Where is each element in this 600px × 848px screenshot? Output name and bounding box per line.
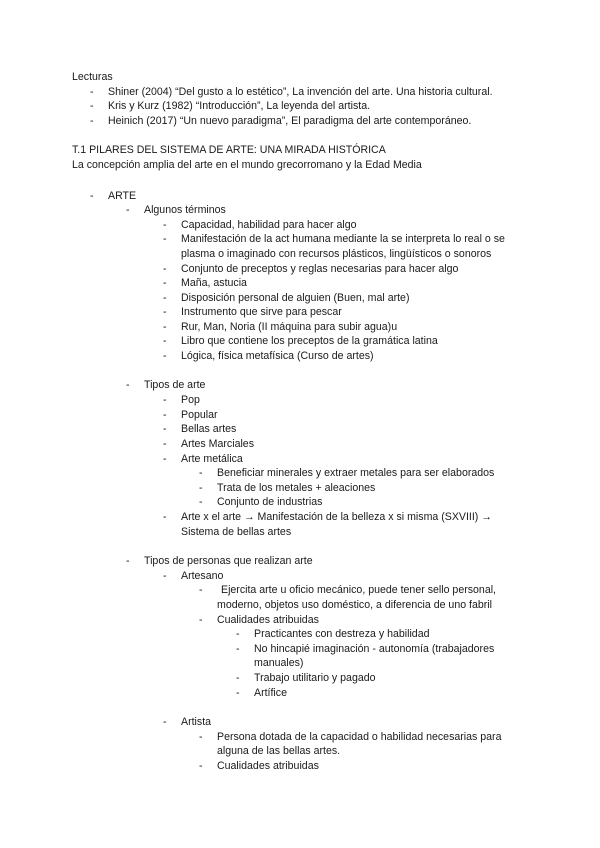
bullet-dash: - <box>163 716 167 728</box>
bullet-dash: - <box>163 453 167 465</box>
termino-item: Maña, astucia <box>181 277 247 289</box>
artista-definition-continuation: alguna de las bellas artes. <box>217 745 341 757</box>
cualidad-item: Trabajo utilitario y pagado <box>254 672 376 684</box>
bullet-dash: - <box>126 204 130 216</box>
tipos-arte-label: Tipos de arte <box>144 379 206 391</box>
cualidad-item: Artífice <box>254 687 287 699</box>
artesano-definition: Ejercita arte u oficio mecánico, puede tener sello personal, <box>221 584 497 596</box>
termino-item: Conjunto de preceptos y reglas necesarias para hacer algo <box>181 263 459 275</box>
bullet-dash: - <box>199 760 203 772</box>
bullet-dash: - <box>163 394 167 406</box>
tipo-arte-item: Bellas artes <box>181 423 237 435</box>
metalica-sub-item: Trata de los metales + aleaciones <box>217 482 376 494</box>
bullet-dash: - <box>163 219 167 231</box>
tipo-arte-item: Artes Marciales <box>181 438 254 450</box>
bullet-dash: - <box>126 555 130 567</box>
bullet-dash: - <box>163 292 167 304</box>
artista-cualidades: Cualidades atribuidas <box>217 760 319 772</box>
tipos-personas-label: Tipos de personas que realizan arte <box>144 555 313 567</box>
bullet-dash: - <box>163 306 167 318</box>
bullet-dash: - <box>163 423 167 435</box>
bullet-dash: - <box>163 335 167 347</box>
artista-label: Artista <box>181 716 212 728</box>
bullet-dash: - <box>199 482 203 494</box>
lectura-item: Kris y Kurz (1982) “Introducción”, La leyenda del artista. <box>108 100 371 112</box>
bullet-dash: - <box>163 438 167 450</box>
bullet-dash: - <box>163 511 167 523</box>
artesano-definition-continuation: moderno, objetos uso doméstico, a diferencia de uno fabril <box>217 599 493 611</box>
tipo-arte-item: Arte metálica <box>181 453 243 465</box>
bullet-dash: - <box>126 379 130 391</box>
termino-item: Capacidad, habilidad para hacer algo <box>181 219 357 231</box>
cualidad-item-continuation: manuales) <box>254 657 304 669</box>
metalica-sub-item: Conjunto de industrias <box>217 496 323 508</box>
bullet-dash: - <box>90 100 94 112</box>
bullet-dash: - <box>163 350 167 362</box>
bullet-dash: - <box>236 628 240 640</box>
bullet-dash: - <box>199 496 203 508</box>
bullet-dash: - <box>90 190 94 202</box>
bullet-dash: - <box>163 277 167 289</box>
bullet-dash: - <box>236 672 240 684</box>
termino-item-continuation: plasma o imaginado con recursos plásticos, lingüísticos o sonoros <box>181 248 492 260</box>
bullet-dash: - <box>163 233 167 245</box>
termino-item: Rur, Man, Noria (II máquina para subir agua)u <box>181 321 398 333</box>
artista-definition: Persona dotada de la capacidad o habilidad necesarias para <box>217 731 502 743</box>
termino-item: Instrumento que sirve para pescar <box>181 306 342 318</box>
arte-x-arte-continuation: Sistema de bellas artes <box>181 526 292 538</box>
bullet-dash: - <box>199 584 203 596</box>
section-subtitle: La concepción amplia del arte en el mundo grecorromano y la Edad Media <box>72 159 422 171</box>
lecturas-heading: Lecturas <box>72 71 113 83</box>
bullet-dash: - <box>236 643 240 655</box>
cualidad-item: No hincapié imaginación - autonomía (trabajadores <box>254 643 495 655</box>
tipo-arte-item: Popular <box>181 409 218 421</box>
tipo-arte-item: Pop <box>181 394 200 406</box>
metalica-sub-item: Beneficiar minerales y extraer metales para ser elaborados <box>217 467 495 479</box>
lectura-item: Shiner (2004) “Del gusto a lo estético”, La invención del arte. Una historia cultural. <box>108 86 493 98</box>
artesano-label: Artesano <box>181 570 224 582</box>
outline-arte: ARTE <box>108 190 137 202</box>
bullet-dash: - <box>199 467 203 479</box>
lectura-item: Heinich (2017) “Un nuevo paradigma”, El paradigma del arte contemporáneo. <box>108 115 472 127</box>
bullet-dash: - <box>163 263 167 275</box>
bullet-dash: - <box>90 115 94 127</box>
bullet-dash: - <box>199 614 203 626</box>
bullet-dash: - <box>236 687 240 699</box>
arte-x-arte-line: Arte x el arte → Manifestación de la belleza x si misma (SXVIII) → <box>181 511 492 523</box>
algunos-terminos-label: Algunos términos <box>144 204 226 216</box>
artesano-cualidades: Cualidades atribuidas <box>217 614 319 626</box>
bullet-dash: - <box>199 731 203 743</box>
bullet-dash: - <box>163 570 167 582</box>
cualidad-item: Practicantes con destreza y habilidad <box>254 628 430 640</box>
termino-item: Disposición personal de alguien (Buen, mal arte) <box>181 292 410 304</box>
termino-item: Libro que contiene los preceptos de la gramática latina <box>181 335 438 347</box>
termino-item: Lógica, física metafísica (Curso de artes) <box>181 350 374 362</box>
bullet-dash: - <box>163 321 167 333</box>
section-title: T.1 PILARES DEL SISTEMA DE ARTE: UNA MIRADA HISTÓRICA <box>72 144 386 156</box>
bullet-dash: - <box>163 409 167 421</box>
termino-item: Manifestación de la act humana mediante la se interpreta lo real o se <box>181 233 505 245</box>
bullet-dash: - <box>90 86 94 98</box>
